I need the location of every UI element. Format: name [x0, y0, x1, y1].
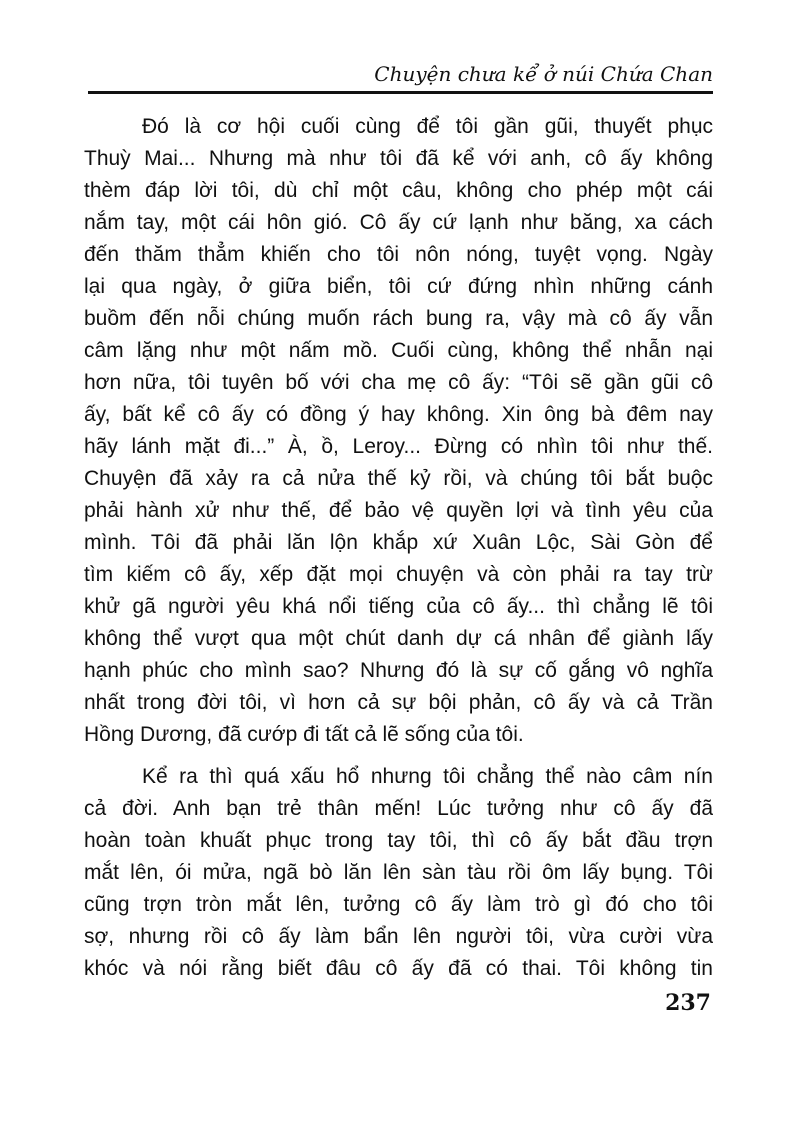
text-line: khóc và nói rằng biết đâu cô ấy đã có thai. Tôi không tin	[84, 957, 713, 980]
text-line: hơn nữa, tôi tuyên bố với cha mẹ cô ấy: “Tôi sẽ gần gũi cô	[84, 371, 713, 394]
text-line: hạnh phúc cho mình sao? Nhưng đó là sự cố gắng vô nghĩa	[84, 659, 713, 682]
text-line: nhất trong đời tôi, vì hơn cả sự bội phản, cô ấy và cả Trần	[84, 691, 713, 714]
text-line: cũng trợn tròn mắt lên, tưởng cô ấy làm trò gì đó cho tôi	[84, 893, 713, 916]
text-line: Thuỳ Mai... Nhưng mà như tôi đã kể với anh, cô ấy không	[84, 147, 713, 170]
text-line: hãy lánh mặt đi...” À, ồ, Leroy... Đừng có nhìn tôi như thế.	[84, 435, 713, 458]
page-number: 237	[665, 990, 711, 1016]
text-line: phải hành xử như thế, để bảo vệ quyền lợi và tình yêu của	[84, 499, 713, 522]
text-line: buồm đến nỗi chúng muốn rách bung ra, vậy mà cô ấy vẫn	[84, 307, 713, 330]
header-rule	[88, 91, 713, 94]
text-line: câm lặng như một nấm mồ. Cuối cùng, không thể nhẫn nại	[84, 339, 713, 362]
text-line: Kể ra thì quá xấu hổ nhưng tôi chẳng thể nào câm nín	[142, 765, 713, 788]
text-line: mắt lên, ói mửa, ngã bò lăn lên sàn tàu rồi ôm lấy bụng. Tôi	[84, 861, 713, 884]
text-line: không thể vượt qua một chút danh dự cá nhân để giành lấy	[84, 627, 713, 650]
text-line: hoàn toàn khuất phục trong tay tôi, thì cô ấy bắt đầu trợn	[84, 829, 713, 852]
text-line: đến thăm thẳm khiến cho tôi nôn nóng, tuyệt vọng. Ngày	[84, 243, 713, 266]
text-line: ấy, bất kể cô ấy có đồng ý hay không. Xin ông bà đêm nay	[84, 403, 713, 426]
paragraph-1	[84, 111, 713, 751]
running-header: Chuyện chưa kể ở núi Chứa Chan	[374, 62, 713, 86]
text-line: cả đời. Anh bạn trẻ thân mến! Lúc tưởng như cô ấy đã	[84, 797, 713, 820]
text-line: mình. Tôi đã phải lăn lộn khắp xứ Xuân Lộc, Sài Gòn để	[84, 531, 713, 554]
paragraph-2	[84, 761, 713, 985]
text-line: Đó là cơ hội cuối cùng để tôi gần gũi, thuyết phục	[142, 115, 713, 138]
text-line: thèm đáp lời tôi, dù chỉ một câu, không cho phép một cái	[84, 179, 713, 202]
text-line: Chuyện đã xảy ra cả nửa thế kỷ rồi, và chúng tôi bắt buộc	[84, 467, 713, 490]
text-line: lại qua ngày, ở giữa biển, tôi cứ đứng nhìn những cánh	[84, 275, 713, 298]
text-line: sợ, nhưng rồi cô ấy làm bẩn lên người tôi, vừa cười vừa	[84, 925, 713, 948]
text-line: Hồng Dương, đã cướp đi tất cả lẽ sống của tôi.	[84, 723, 524, 746]
text-line: khử gã người yêu khá nổi tiếng của cô ấy... thì chẳng lẽ tôi	[84, 595, 713, 618]
text-line: nắm tay, một cái hôn gió. Cô ấy cứ lạnh như băng, xa cách	[84, 211, 713, 234]
text-line: tìm kiếm cô ấy, xếp đặt mọi chuyện và còn phải ra tay trừ	[84, 563, 713, 586]
